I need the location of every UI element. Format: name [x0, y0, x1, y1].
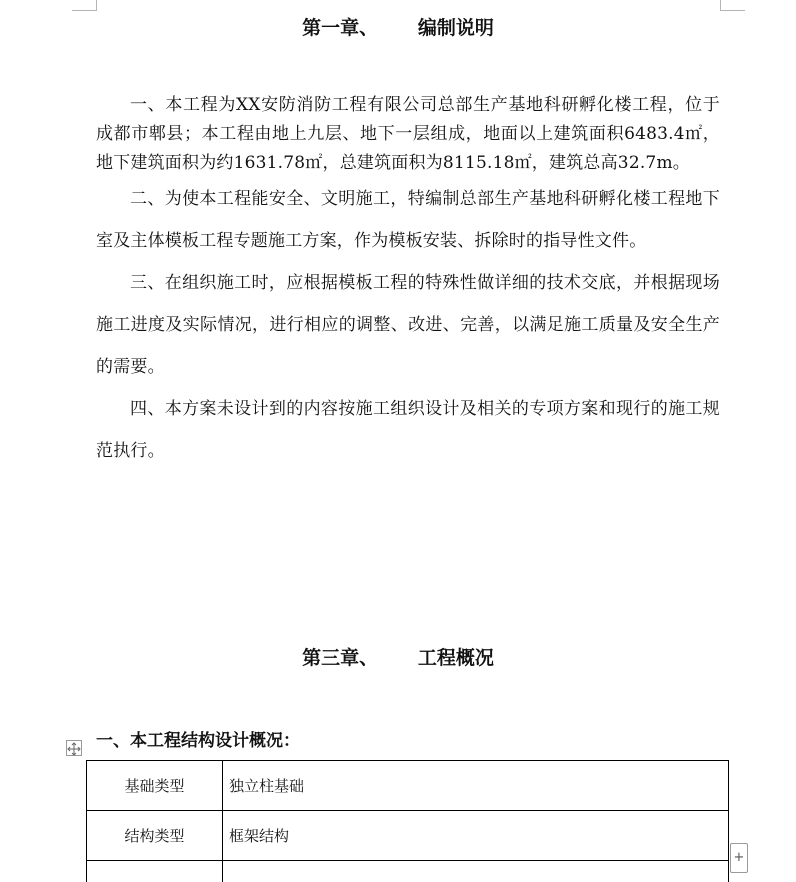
chapter-1-title: 第一章、 编制说明 [302, 17, 494, 39]
table-cell-label[interactable]: 结构类型 [87, 811, 223, 861]
page-corner-mark-left [72, 0, 97, 11]
paragraph-1: 一、本工程为XX安防消防工程有限公司总部生产基地科研孵化楼工程，位于成都市郫县；本工程由地上九层、地下一层组成，地面以上建筑面积6483.4㎡，地下建筑面积为约1631.78㎡，总建筑面积为8115.18㎡，建筑总高32.7m。 [96, 95, 720, 173]
table-cell-label[interactable] [87, 861, 223, 882]
table-cell-value[interactable]: 框架结构 [223, 811, 729, 861]
section-heading-structure: 一、本工程结构设计概况： [96, 731, 300, 751]
table-row [87, 861, 729, 882]
table-cell-value[interactable]: 独立柱基础 [223, 761, 729, 811]
structure-overview-table [86, 760, 729, 882]
add-row-button[interactable] [730, 843, 748, 873]
table-cell-label[interactable]: 基础类型 [87, 761, 223, 811]
page-corner-mark-right [720, 0, 745, 11]
paragraph-4: 四、本方案未设计到的内容按施工组织设计及相关的专项方案和现行的施工规范执行。 [96, 399, 720, 461]
move-icon-graphic [67, 742, 81, 756]
chapter-3-title: 第三章、 工程概况 [302, 647, 494, 669]
table-row [87, 811, 729, 861]
table-cell-value[interactable] [223, 861, 729, 882]
plus-icon: + [733, 850, 745, 865]
chapter-1-body [96, 91, 720, 472]
table-row [87, 761, 729, 811]
paragraph-2: 二、为使本工程能安全、文明施工，特编制总部生产基地科研孵化楼工程地下室及主体模板工程专题施工方案，作为模板安装、拆除时的指导性文件。 [96, 189, 720, 251]
move-icon[interactable] [66, 740, 82, 756]
paragraph-3: 三、在组织施工时，应根据模板工程的特殊性做详细的技术交底，并根据现场施工进度及实际情况，进行相应的调整、改进、完善，以满足施工质量及安全生产的需要。 [96, 273, 720, 377]
